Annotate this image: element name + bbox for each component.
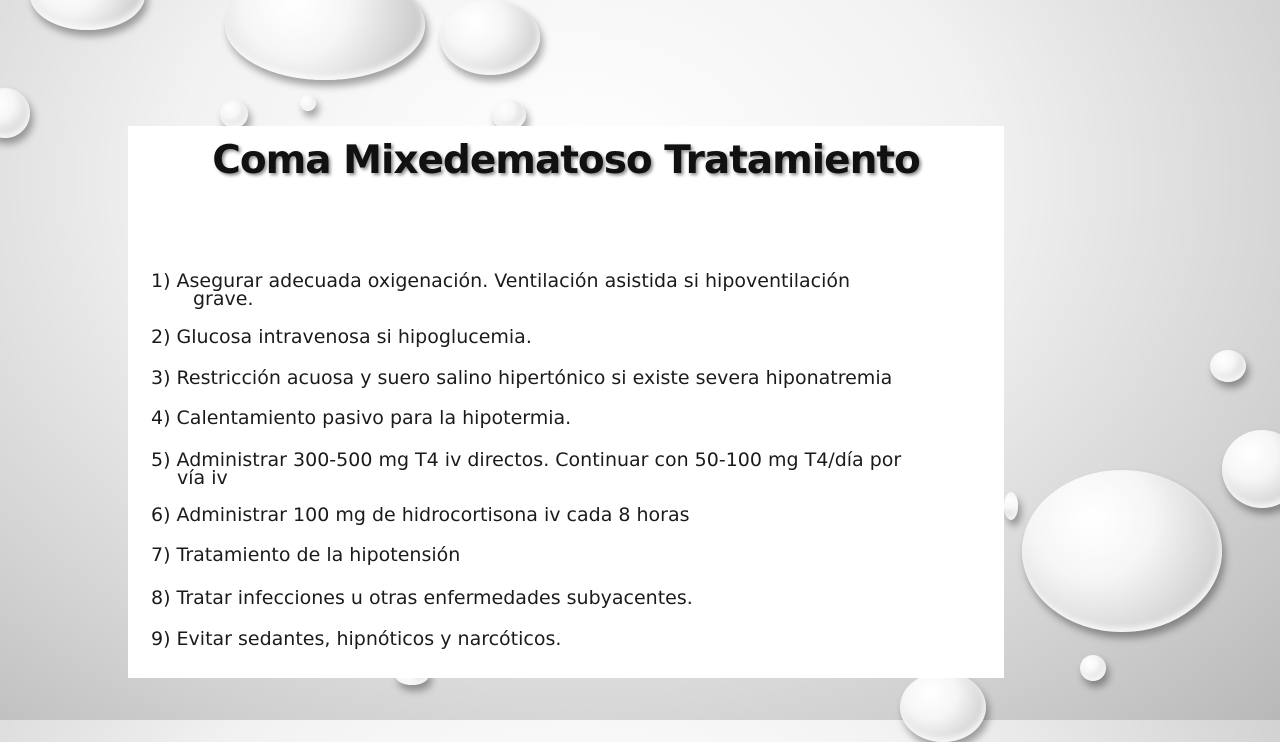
list-item <box>151 272 991 308</box>
list-item-continuation: vía iv <box>177 467 228 489</box>
list-item-text: 5) Administrar 300-500 mg T4 iv directos. Continuar con 50-100 mg T4/día por <box>151 449 902 471</box>
water-drop-decoration <box>440 0 540 75</box>
water-drop-decoration <box>220 100 248 128</box>
list-item-text: 6) Administrar 100 mg de hidrocortisona iv cada 8 horas <box>151 504 690 526</box>
list-item <box>151 506 991 524</box>
list-item <box>151 546 991 564</box>
list-item <box>151 328 991 346</box>
list-item <box>151 409 991 427</box>
list-item-text: 8) Tratar infecciones u otras enfermedades subyacentes. <box>151 587 693 609</box>
water-drop-decoration <box>1080 655 1106 681</box>
water-drop-decoration <box>1222 430 1280 508</box>
list-item <box>151 630 991 648</box>
list-item-text: 9) Evitar sedantes, hipnóticos y narcóticos. <box>151 628 562 650</box>
list-item <box>151 369 991 387</box>
list-item-text: 1) Asegurar adecuada oxigenación. Ventilación asistida si hipoventilación <box>151 270 851 292</box>
list-item <box>151 589 991 607</box>
list-item <box>151 451 991 487</box>
list-item-text: 4) Calentamiento pasivo para la hipotermia. <box>151 407 572 429</box>
slide-content-image <box>128 126 1004 678</box>
water-drop-decoration <box>300 95 316 111</box>
list-item-continuation: grave. <box>193 288 254 310</box>
water-drop-decoration <box>1022 470 1222 632</box>
list-item-text: 2) Glucosa intravenosa si hipoglucemia. <box>151 326 532 348</box>
water-drop-decoration <box>900 672 986 742</box>
list-item-text: 3) Restricción acuosa y suero salino hipertónico si existe severa hiponatremia <box>151 367 893 389</box>
slide-title: Coma Mixedematoso Tratamiento <box>212 138 920 183</box>
water-drop-decoration <box>1210 350 1246 382</box>
water-drop-decoration <box>0 88 30 138</box>
water-drop-decoration <box>225 0 425 80</box>
water-drop-decoration <box>30 0 145 30</box>
list-item-text: 7) Tratamiento de la hipotensión <box>151 544 461 566</box>
water-drop-decoration <box>1004 492 1018 520</box>
